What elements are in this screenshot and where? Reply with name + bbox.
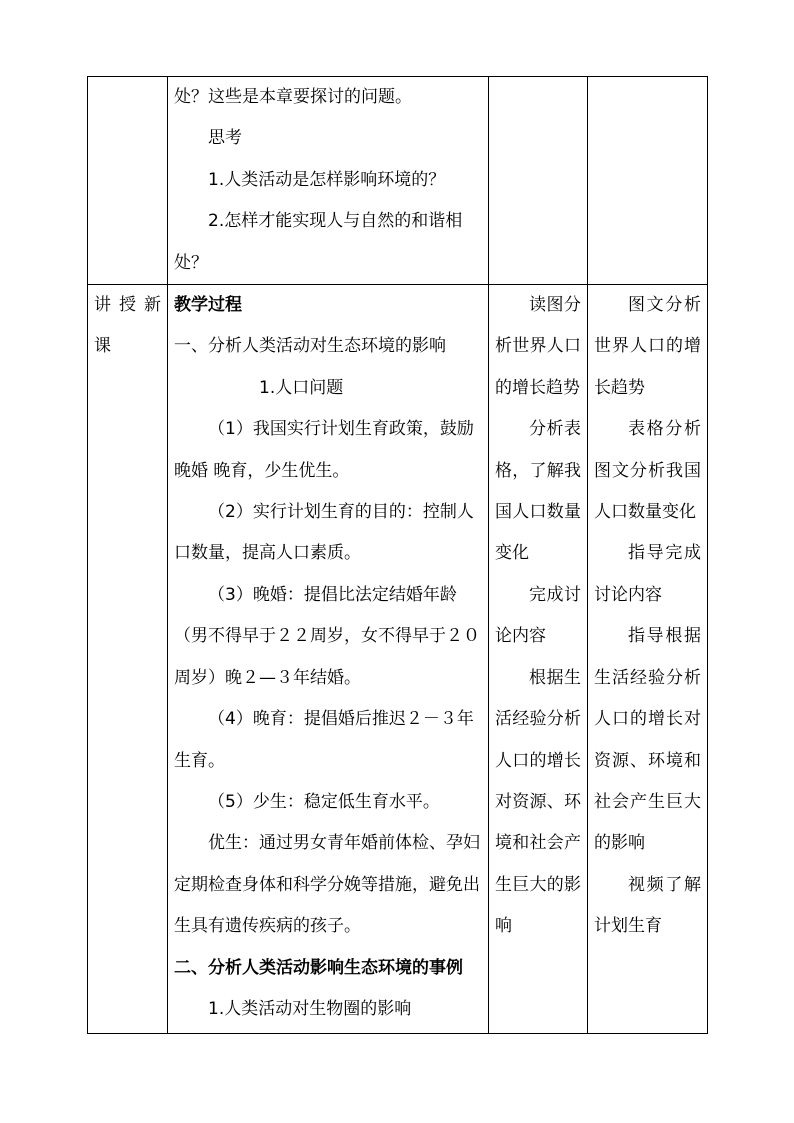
activity-text: 视频了解计划生育 bbox=[594, 874, 701, 937]
paragraph: 处？这些是本章要探讨的问题。 bbox=[174, 87, 412, 107]
paragraph: 2.怎样才能实现人与自然的和谐相处？ bbox=[174, 211, 463, 273]
paragraph: （5）少生：稳定低生育水平。 bbox=[208, 791, 440, 812]
table-row bbox=[88, 77, 708, 285]
paragraph: （3）晚婚：提倡比法定结婚年龄（男不得早于２２周岁，女不得早于２０周岁）晚２—３年结婚。 bbox=[174, 584, 480, 688]
section-title: 一、分析人类活动对生态环境的影响 bbox=[174, 336, 446, 357]
section-heading: 教学过程 bbox=[174, 295, 242, 316]
activity-text: 指导根据生活经验分析人口的增长对资源、环境和社会产生巨大的影响 bbox=[594, 626, 701, 854]
lesson-plan-table bbox=[87, 76, 708, 1034]
section-title: 二、分析人类活动影响生态环境的事例 bbox=[174, 957, 463, 978]
paragraph: （1）我国实行计划生育政策，鼓励晚婚 晚育，少生优生。 bbox=[174, 419, 474, 481]
content-cell bbox=[168, 285, 489, 1034]
activity-text: 根据生活经验分析人口的增长对资源、环境和社会产生巨大的影响 bbox=[495, 667, 581, 937]
activity-text: 指导完成讨论内容 bbox=[594, 543, 701, 605]
student-activity-cell bbox=[489, 285, 588, 1034]
content-cell bbox=[168, 77, 489, 285]
paragraph: 思考 bbox=[208, 128, 242, 149]
activity-text: 分析表格，了解我国人口数量变化 bbox=[495, 419, 581, 564]
activity-text: 读图分析世界人口的增长趋势 bbox=[495, 295, 581, 398]
paragraph: （2）实行计划生育的目的：控制人口数量，提高人口素质。 bbox=[174, 502, 474, 564]
teacher-activity-cell bbox=[588, 77, 708, 285]
activity-text: 完成讨论内容 bbox=[495, 584, 581, 647]
paragraph: 优生：通过男女青年婚前体检、孕妇定期检查身体和科学分娩等措施，避免出生具有遗传疾病的孩子。 bbox=[174, 833, 480, 937]
activity-text: 图文分析世界人口的增长趋势 bbox=[594, 295, 701, 398]
paragraph: 1.人类活动是怎样影响环境的？ bbox=[208, 169, 446, 190]
item-title: 1.人口问题 bbox=[259, 377, 344, 398]
student-activity-cell bbox=[489, 77, 588, 285]
teacher-activity-cell bbox=[588, 285, 708, 1034]
stage-cell: 讲授新课 bbox=[88, 285, 168, 1034]
table-row bbox=[88, 285, 708, 1034]
item-title: 1.人类活动对生物圈的影响 bbox=[208, 998, 412, 1019]
activity-text: 表格分析图文分析我国人口数量变化 bbox=[594, 419, 701, 523]
paragraph: （4）晚育：提倡婚后推迟２－３年生育。 bbox=[174, 709, 474, 771]
stage-cell bbox=[88, 77, 168, 285]
